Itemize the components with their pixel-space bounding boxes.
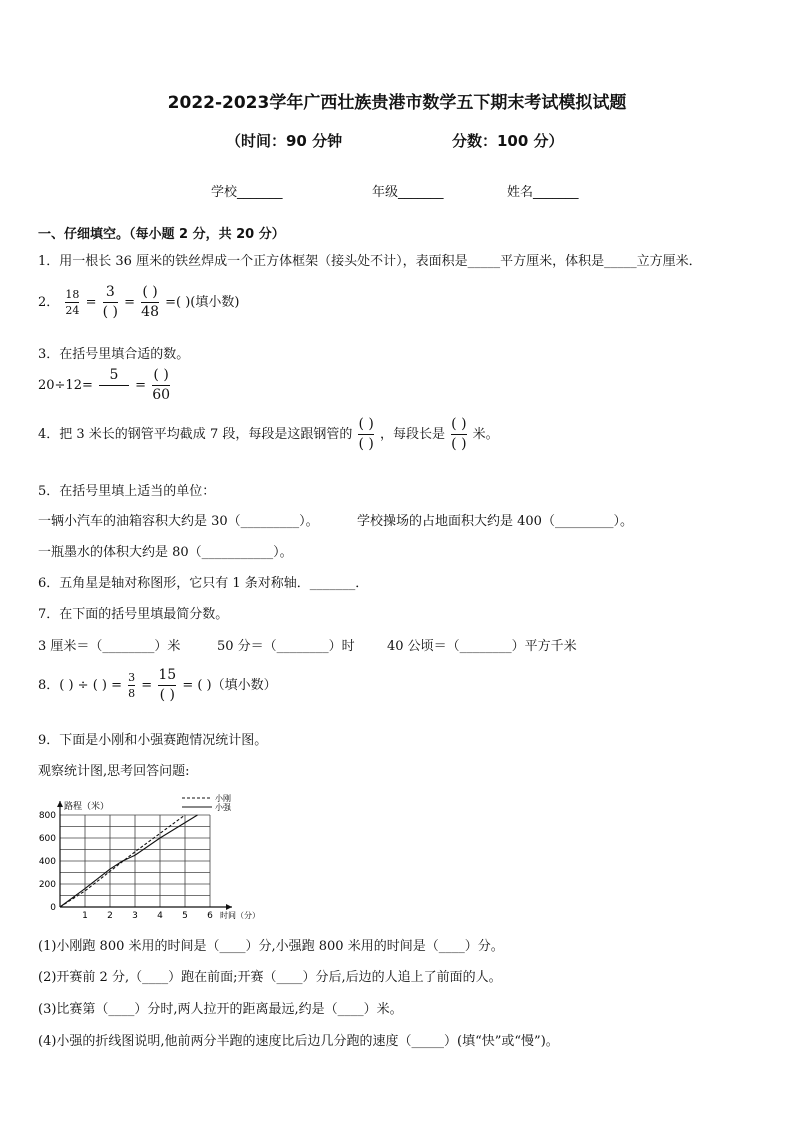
q8-f1-numerator: 3 (128, 671, 136, 684)
q8-fraction-2 (158, 667, 176, 704)
q2-tail: =( )(填小数) (165, 295, 240, 310)
q4-pre: 4．把 3 米长的钢管平均截成 7 段，每段是这跟钢管的 (38, 427, 353, 442)
question-5-b: 学校操场的占地面积大约是 400（_________）。 (357, 514, 633, 529)
question-9-part-4: (4)小强的折线图说明,他前两分半跑的速度比后边几分跑的速度（_____）(填“快”或“慢”)。 (38, 1034, 559, 1049)
question-2 (38, 284, 239, 321)
q4-fraction-2 (451, 416, 466, 453)
question-9-sub: 观察统计图,思考回答问题: (38, 764, 190, 779)
question-9-text: 9．下面是小刚和小强赛跑情况统计图。 (38, 733, 268, 748)
q4-f2-denominator: ( ) (451, 436, 467, 452)
q4-post: 米。 (472, 427, 499, 442)
q2-f2-numerator: 3 (105, 284, 115, 300)
legend-label: 小强 (215, 803, 231, 812)
q8-fraction-1 (128, 671, 135, 700)
q3-lhs: 20÷12= (38, 378, 93, 393)
q8-tail: = ( )（填小数） (182, 678, 277, 693)
q2-f1-denominator: 24 (65, 304, 80, 317)
q3-f1-denominator (99, 387, 129, 404)
q2-f3-numerator: ( ) (142, 284, 158, 300)
race-line-chart (36, 790, 276, 920)
y-axis-arrow (57, 801, 63, 807)
name-field: 姓名_______ (507, 185, 579, 200)
legend-label: 小刚 (215, 794, 231, 803)
question-7-c: 40 公顷＝（________）平方千米 (387, 639, 577, 654)
chart-svg (36, 790, 276, 920)
q8-f1-denominator: 8 (128, 687, 136, 700)
q2-equals-2: = (124, 295, 136, 310)
y-tick-label: 400 (38, 857, 56, 867)
q4-f2-numerator: ( ) (451, 416, 467, 432)
q2-f1-numerator: 18 (65, 288, 80, 301)
question-5-c: 一瓶墨水的体积大约是 80（___________）。 (38, 545, 293, 560)
x-tick-label: 4 (157, 911, 163, 920)
q8-f2-denominator: ( ) (159, 687, 175, 703)
q8-pre: 8．( ) ÷ ( ) = (38, 678, 123, 693)
grade-field: 年级_______ (372, 185, 444, 200)
q2-fraction-2 (103, 284, 118, 321)
q4-fraction-1 (358, 416, 373, 453)
q4-f1-numerator: ( ) (358, 416, 374, 432)
question-7-a: 3 厘米＝（________）米 (38, 639, 181, 654)
q3-equals: = (135, 378, 147, 393)
question-4 (38, 416, 499, 453)
x-axis-arrow (226, 904, 232, 910)
q8-f2-numerator: 15 (158, 667, 177, 683)
score-info: 分数：100 分） (452, 132, 564, 150)
time-info: （时间：90 分钟 (226, 132, 343, 150)
x-tick-label: 1 (82, 911, 88, 920)
y-tick-label: 600 (38, 834, 56, 844)
question-5-text: 5．在括号里填上适当的单位： (38, 484, 216, 499)
q4-mid: ，每段长是 (380, 427, 446, 442)
q2-fraction-3 (141, 284, 159, 321)
q3-fraction-1 (99, 367, 129, 404)
q2-f3-denominator: 48 (141, 304, 159, 320)
page-title: 2022-2023学年广西壮族贵港市数学五下期末考试模拟试题 (167, 93, 627, 113)
section-heading: 一、仔细填空。（每小题 2 分，共 20 分） (38, 227, 285, 242)
y-tick-label: 200 (38, 880, 56, 890)
school-field: 学校_______ (211, 185, 283, 200)
question-9-part-3: (3)比赛第（____）分时,两人拉开的距离最远,约是（____）米。 (38, 1002, 403, 1017)
q8-equals: = (141, 678, 153, 693)
question-1: 1．用一根长 36 厘米的铁丝焊成一个正方体框架（接头处不计），表面积是_____平方厘米，体积是_____立方厘米． (38, 254, 702, 269)
question-9-part-1: (1)小刚跑 800 米用的时间是（____）分,小强跑 800 米用的时间是（____）分。 (38, 939, 504, 954)
q4-f1-denominator: ( ) (358, 436, 374, 452)
q3-fraction-2 (152, 367, 170, 404)
question-3-text: 3．在括号里填合适的数。 (38, 347, 190, 362)
question-3-expression (38, 367, 172, 404)
q3-f2-denominator: 60 (152, 387, 171, 403)
q3-f2-numerator: ( ) (153, 367, 169, 383)
y-axis-label: 路程（米） (64, 802, 110, 812)
y-tick-label: 0 (50, 903, 56, 913)
x-tick-label: 6 (207, 911, 213, 920)
question-9-part-2: (2)开赛前 2 分,（____）跑在前面;开赛（____）分后,后边的人追上了前面的人。 (38, 970, 502, 985)
x-tick-label: 3 (132, 911, 138, 920)
x-tick-label: 2 (107, 911, 113, 920)
question-8 (38, 667, 277, 704)
q3-f1-numerator: 5 (109, 367, 119, 383)
x-tick-label: 5 (182, 911, 188, 920)
question-7-b: 50 分＝（________）时 (217, 639, 355, 654)
y-tick-label: 800 (38, 811, 56, 821)
question-7-text: 7．在下面的括号里填最简分数。 (38, 607, 229, 622)
x-axis-label: 时间（分） (220, 911, 260, 920)
question-6: 6．五角星是轴对称图形，它只有 1 条对称轴．_______． (38, 576, 369, 591)
q2-number: 2． (38, 295, 60, 310)
q2-equals: = (85, 295, 97, 310)
q2-fraction-1 (65, 288, 79, 317)
question-5-a: 一辆小汽车的油箱容积大约是 30（_________）。 (38, 514, 319, 529)
q2-f2-denominator: ( ) (102, 304, 118, 320)
